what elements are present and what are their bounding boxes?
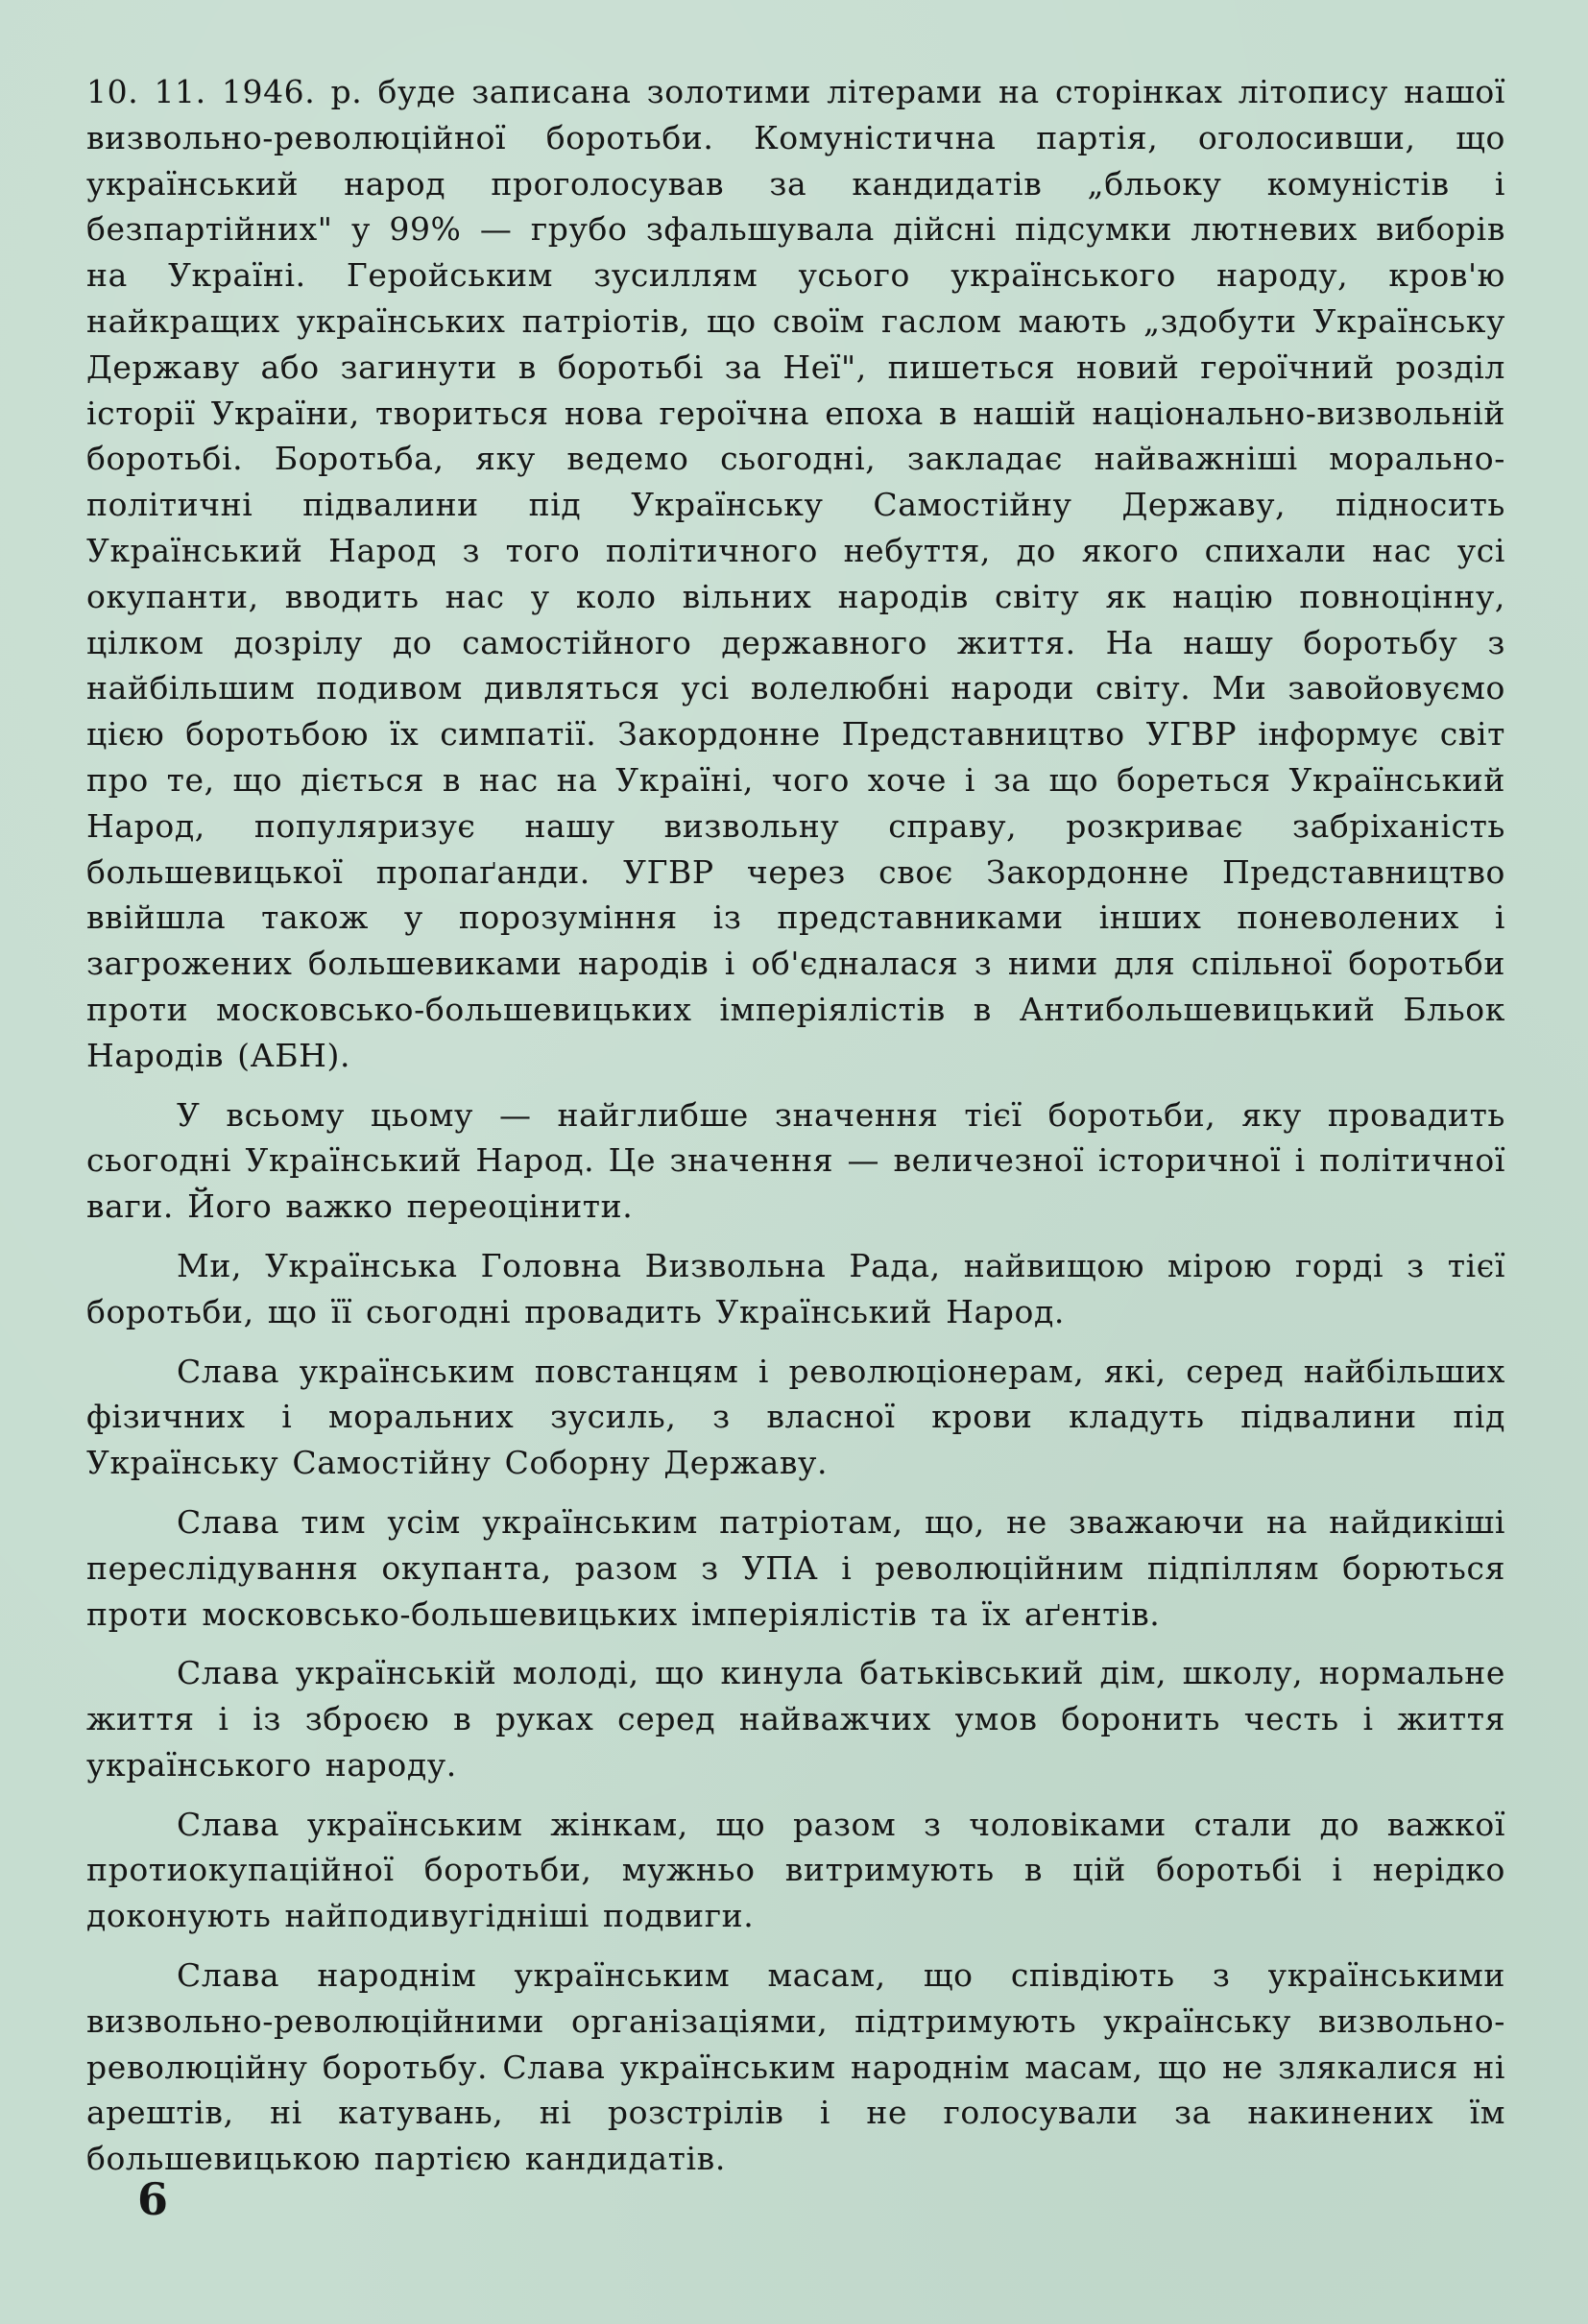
paragraph: Слава українським повстанцям і революціонерам, які, серед найбільших фізичних і моральних зусиль, з власної крови кладуть підвалини під Українську Самостійну Соборну Державу. xyxy=(86,1352,1505,1482)
paragraph: Слава народнім українським масам, що співдіють з українськими визвольно-революційними організаціями, підтримують українську визвольно-революційну боротьбу. Слава українським народнім масам, що не злякалися ні арештів, ні катувань, ні розстрілів і не голосували за накинених їм большевицькою партією кандидатів. xyxy=(86,1956,1505,2178)
paragraph: 10. 11. 1946. р. буде записана золотими літерами на сторінках літопису нашої визвольно-революційної боротьби. Комуністична партія, оголосивши, що український народ проголосував за кандидатів „бльоку комуністів і безпартійних" у 99% — грубо зфальшувала дійсні підсумки лютневих виборів на Україні. Геройським зусиллям усього українського народу, кров'ю найкращих українських патріотів, що своїм гаслом мають „здобути Українську Державу або загинути в боротьбі за Неї", пишеться новий героїчний розділ історії України, твориться нова героїчна епоха в нашій національно-визвольній боротьбі. Боротьба, яку ведемо сьогодні, закладає найважніші морально-політичні підвалини під Українську Самостійну Державу, підносить Український Народ з того політичного небуття, до якого спихали нас усі окупанти, вводить нас у коло вільних народів світу як націю повноцінну, цілком дозрілу до самостійного державного життя. На нашу боротьбу з найбільшим подивом дивляться усі волелюбні народи світу. Ми завойовуємо цією боротьбою їх симпатії. Закордонне Представництво УГВР інформує світ про те, що діється в нас на Україні, чого хоче і за що бореться Український Народ, популяризує нашу визвольну справу, розкриває забріханість большевицької пропаґанди. УГВР через своє Закордонне Представництво ввійшла також у порозуміння із представниками інших поневолених і загрожених большевиками народів і об'єдналася з ними для спільної боротьби проти московсько-большевицьких імперіялістів в Антибольшевицький Бльок Народів (АБН). xyxy=(86,73,1505,1074)
paragraph: Ми, Українська Головна Визвольна Рада, найвищою мірою горді з тієї боротьби, що її сьогодні провадить Український Народ. xyxy=(86,1246,1505,1330)
page-number: 6 xyxy=(137,2173,169,2225)
paragraph: Слава тим усім українським патріотам, що, не зважаючи на найдикіші переслідування окупанта, разом з УПА і революційним підпіллям борються проти московсько-большевицьких імперіялістів та їх аґентів. xyxy=(86,1502,1505,1633)
paragraph: Слава українській молоді, що кинула батьківський дім, школу, нормальне життя і із зброєю в руках серед найважчих умов боронить честь і життя українського народу. xyxy=(86,1654,1505,1784)
paragraph: У всьому цьому — найглибше значення тієї боротьби, яку провадить сьогодні Український Народ. Це значення — величезної історичної і політичної ваги. Його важко переоцінити. xyxy=(86,1095,1505,1226)
paragraph: Слава українським жінкам, що разом з чоловіками стали до важкої протиокупаційної боротьби, мужньо витримують в цій боротьбі і нерідко доконують найподивугідніші подвиги. xyxy=(86,1805,1505,1935)
body-text xyxy=(86,69,1505,2195)
